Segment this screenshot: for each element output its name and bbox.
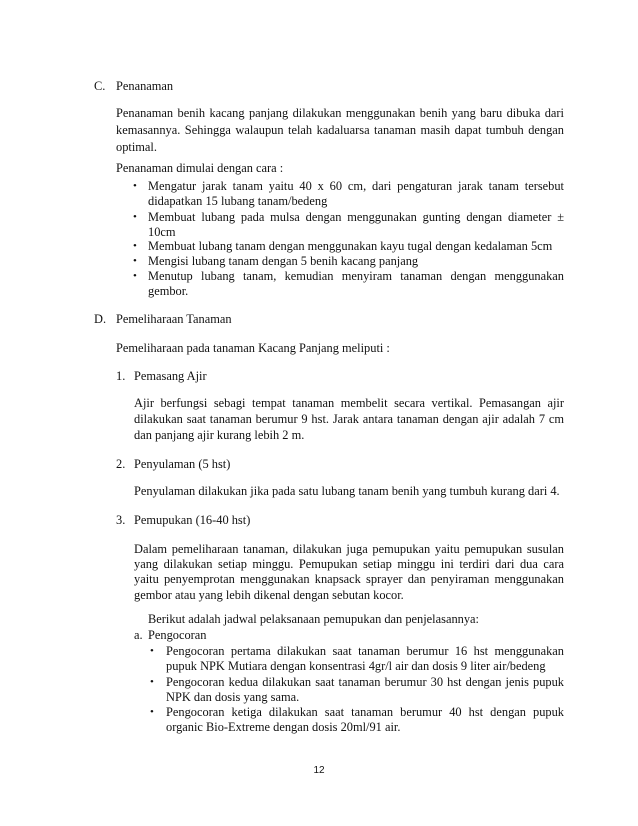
- item-2-text-line: Penyulaman dilakukan jika pada satu lubang tanam benih yang tumbuh kurang dari 4.: [134, 484, 560, 498]
- bullet-line: Mengatur jarak tanam yaitu 40 x 60 cm, dari pengaturan jarak tanam tersebut: [148, 179, 564, 193]
- schedule-intro: Berikut adalah jadwal pelaksanaan pemupukan dan penjelasannya:: [148, 612, 479, 626]
- section-d-heading: Pemeliharaan Tanaman: [116, 312, 232, 326]
- section-d-marker: D.: [94, 312, 107, 326]
- item-2-number: 2.: [116, 457, 126, 471]
- section-c-para-line: optimal.: [116, 140, 157, 154]
- sub-a-marker: a.: [134, 628, 143, 642]
- bullet-icon: •: [133, 211, 137, 223]
- item-3-text-line: Dalam pemeliharaan tanaman, dilakukan juga pemupukan yaitu pemupukan susulan: [134, 542, 564, 556]
- sub-a-bullet-line: pupuk NPK Mutiara dengan konsentrasi 4gr/l air dan dosis 9 liter air/bedeng: [166, 659, 546, 673]
- section-c-heading: Penanaman: [116, 79, 174, 93]
- bullet-icon: •: [150, 706, 154, 718]
- bullet-icon: •: [150, 645, 154, 657]
- item-2-title: Penyulaman (5 hst): [134, 457, 231, 471]
- sub-a-bullet-line: NPK dan dosis yang sama.: [166, 690, 300, 704]
- bullet-line: 10cm: [148, 225, 176, 239]
- bullet-line: Membuat lubang tanam dengan menggunakan kayu tugal dengan kedalaman 5cm: [148, 239, 553, 253]
- item-3-number: 3.: [116, 513, 126, 527]
- bullet-icon: •: [150, 676, 154, 688]
- item-1-text-line: dilakukan saat tanaman berumur 9 hst. Jarak antara tanaman dengan ajir adalah 7 cm: [134, 412, 564, 426]
- sub-a-bullet-line: organic Bio-Extreme dengan dosis 20ml/91 air.: [166, 720, 401, 734]
- sub-a-bullet-line: Pengocoran kedua dilakukan saat tanaman berumur 30 hst dengan jenis pupuk: [166, 675, 564, 689]
- bullet-icon: •: [133, 270, 137, 282]
- item-1-title: Pemasang Ajir: [134, 369, 207, 383]
- item-1-text-line: dan panjang ajir kurang lebih 2 m.: [134, 428, 305, 442]
- sub-a-bullet-line: Pengocoran pertama dilakukan saat tanaman berumur 16 hst menggunakan: [166, 644, 564, 658]
- bullet-line: gembor.: [148, 284, 189, 298]
- item-1-text-line: Ajir berfungsi sebagi tempat tanaman membelit secara vertikal. Pemasangan ajir: [134, 396, 564, 410]
- section-c-intro: Penanaman dimulai dengan cara :: [116, 161, 284, 175]
- bullet-line: Membuat lubang pada mulsa dengan menggunakan gunting dengan diameter ±: [148, 210, 564, 224]
- bullet-line: didapatkan 15 lubang tanam/bedeng: [148, 194, 328, 208]
- bullet-icon: •: [133, 255, 137, 267]
- bullet-icon: •: [133, 240, 137, 252]
- item-3-text-line: yang dilakukan setiap minggu. Pemupukan setiap minggu ini terdiri dari dua cara: [134, 557, 564, 571]
- item-1-number: 1.: [116, 369, 126, 383]
- sub-a-bullet-line: Pengocoran ketiga dilakukan saat tanaman berumur 40 hst dengan pupuk: [166, 705, 564, 719]
- item-3-text-line: gembor atau yang lebih dikenal dengan sebutan kocor.: [134, 588, 404, 602]
- item-3-title: Pemupukan (16-40 hst): [134, 513, 251, 527]
- section-c-para-line: kemasannya. Sehingga walaupun telah kadaluarsa tanaman masih dapat tumbuh dengan: [116, 123, 564, 137]
- section-c-para-line: Penanaman benih kacang panjang dilakukan menggunakan benih yang baru dibuka dari: [116, 106, 564, 120]
- section-d-intro: Pemeliharaan pada tanaman Kacang Panjang meliputi :: [116, 341, 390, 355]
- bullet-line: Mengisi lubang tanam dengan 5 benih kacang panjang: [148, 254, 419, 268]
- bullet-line: Menutup lubang tanam, kemudian menyiram tanaman dengan menggunakan: [148, 269, 564, 283]
- section-c-marker: C.: [94, 79, 106, 93]
- sub-a-title: Pengocoran: [148, 628, 207, 642]
- page-number: 12: [313, 765, 325, 776]
- bullet-icon: •: [133, 180, 137, 192]
- item-3-text-line: yaitu penyemprotan menggunakan knapsack sprayer dan penyiraman menggunakan: [134, 572, 564, 586]
